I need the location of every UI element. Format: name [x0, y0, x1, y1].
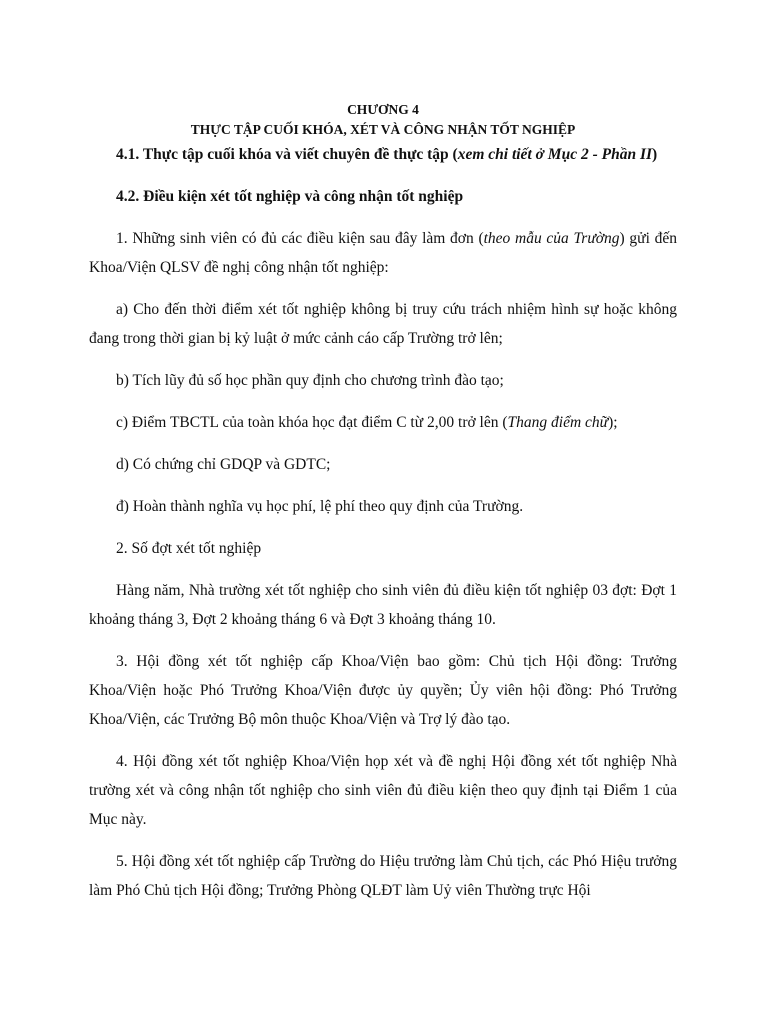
chapter-number: CHƯƠNG 4	[347, 102, 419, 117]
section-4-2-heading: 4.2. Điều kiện xét tốt nghiệp và công nhận tốt nghiệp	[116, 188, 464, 205]
paragraph-item-2: 2. Số đợt xét tốt nghiệp	[116, 540, 262, 557]
section-4-1-close: )	[652, 146, 658, 163]
paragraph-item-2-detail: Hàng năm, Nhà trường xét tốt nghiệp cho sinh viên đủ điều kiện tốt nghiệp 03 đợt: Đợt 1 khoảng tháng 3, Đợt 2 khoảng tháng 6 và Đợt 3 khoảng tháng 10.	[89, 582, 677, 628]
chapter-heading	[89, 100, 677, 140]
paragraph-condition-c	[89, 408, 677, 437]
paragraph-condition-d: d) Có chứng chỉ GDQP và GDTC;	[116, 456, 331, 473]
paragraph-item-1	[89, 224, 677, 282]
chapter-title: THỰC TẬP CUỐI KHÓA, XÉT VÀ CÔNG NHẬN TỐT NGHIỆP	[190, 122, 576, 137]
condition-c-text: c) Điểm TBCTL của toàn khóa học đạt điểm C từ 2,00 trở lên (	[116, 414, 508, 431]
paragraph-condition-dd: đ) Hoàn thành nghĩa vụ học phí, lệ phí theo quy định của Trường.	[116, 498, 524, 515]
item-1-emphasis: theo mẫu của Trường	[483, 230, 620, 247]
section-4-1-heading	[89, 140, 677, 169]
paragraph-item-4: 4. Hội đồng xét tốt nghiệp Khoa/Viện họp xét và đề nghị Hội đồng xét tốt nghiệp Nhà trường xét và công nhận tốt nghiệp cho sinh viên đủ điều kiện theo quy định tại Điểm 1 của Mục này.	[89, 753, 677, 828]
document-page	[89, 100, 677, 905]
section-4-1-reference: xem chi tiết ở Mục 2 - Phần II	[457, 146, 653, 163]
condition-c-emphasis: Thang điểm chữ	[507, 414, 609, 431]
item-1-text: 1. Những sinh viên có đủ các điều kiện sau đây làm đơn (	[116, 230, 484, 247]
paragraph-item-3: 3. Hội đồng xét tốt nghiệp cấp Khoa/Viện bao gồm: Chủ tịch Hội đồng: Trưởng Khoa/Viện hoặc Phó Trưởng Khoa/Viện được ủy quyền; Ủy viên hội đồng: Phó Trưởng Khoa/Viện, các Trưởng Bộ môn thuộc Khoa/Viện và Trợ lý đào tạo.	[89, 653, 677, 728]
section-4-1-label: 4.1. Thực tập cuối khóa và viết chuyên đề thực tập (	[116, 146, 458, 163]
condition-c-text-end: );	[608, 414, 618, 431]
paragraph-condition-a: a) Cho đến thời điểm xét tốt nghiệp không bị truy cứu trách nhiệm hình sự hoặc không đang trong thời gian bị kỷ luật ở mức cảnh cáo cấp Trường trở lên;	[89, 301, 677, 347]
item-1-text-end: ) gửi đến Khoa/Viện QLSV đề nghị công nhận tốt nghiệp:	[89, 230, 677, 276]
paragraph-condition-b: b) Tích lũy đủ số học phần quy định cho chương trình đào tạo;	[116, 372, 504, 389]
paragraph-item-5: 5. Hội đồng xét tốt nghiệp cấp Trường do Hiệu trưởng làm Chủ tịch, các Phó Hiệu trưởng làm Phó Chủ tịch Hội đồng; Trưởng Phòng QLĐT làm Uỷ viên Thường trực Hội	[89, 853, 677, 899]
